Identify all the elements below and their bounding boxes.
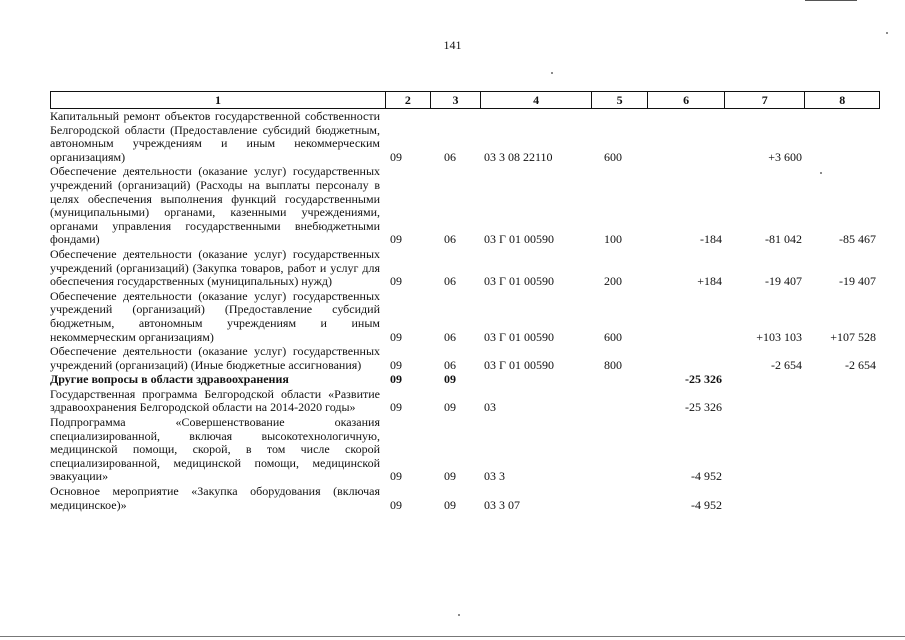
table-header [50, 91, 880, 109]
row-section: 09 [390, 357, 402, 372]
table-row [50, 345, 880, 372]
row-value-7: -81 042 [765, 232, 802, 247]
table-row [50, 416, 880, 484]
row-subsection: 06 [444, 357, 456, 372]
header-col-7: 7 [725, 92, 806, 108]
row-name: Государственная программа Белгородской области «Развитие здравоохранения Белгородской области на 2014-2020 годы» [50, 386, 380, 415]
row-subsection: 09 [444, 497, 456, 512]
row-value-8: +107 528 [830, 329, 876, 344]
row-subsection: 09 [444, 469, 456, 484]
bottom-rule [0, 636, 905, 637]
row-section: 09 [390, 497, 402, 512]
row-name: Обеспечение деятельности (оказание услуг) государственных учреждений (организаций) (Иные бюджетные ассигнования) [50, 344, 380, 372]
scan-speck [886, 32, 888, 34]
row-value-7: -19 407 [765, 274, 802, 289]
table-row [50, 290, 880, 344]
row-expense-type: 100 [604, 232, 622, 247]
row-expense-type: 800 [604, 357, 622, 372]
row-value-7: +103 103 [756, 329, 802, 344]
row-value-6: +184 [697, 274, 722, 289]
row-value-7: +3 600 [768, 149, 802, 164]
row-subsection: 06 [444, 274, 456, 289]
row-name: Обеспечение деятельности (оказание услуг) государственных учреждений (организаций) (Расходы на выплаты персоналу в целях обеспечения выполнения функций государственными (муниципальными) органами, казенными учреждениями, органами управления государственными внебюджетными фондами) [50, 164, 380, 247]
row-value-8: -2 654 [845, 357, 876, 372]
row-target-article: 03 Г 01 00590 [484, 329, 554, 344]
row-name: Подпрограмма «Совершенствование оказания специализированной, включая высокотехнологичную, медицинской помощи, скорой, в том числе скорой специализированной, медицинской помощи, медицинской эвакуации» [50, 415, 380, 484]
table-row [50, 110, 880, 164]
row-value-6: -4 952 [691, 497, 722, 512]
row-name: Обеспечение деятельности (оказание услуг) государственных учреждений (организаций) (Предоставление субсидий бюджетным, автономным учреждениям и иным некоммерческим организациям) [50, 288, 380, 344]
header-col-3: 3 [431, 92, 482, 108]
row-value-8: -85 467 [839, 232, 876, 247]
row-target-article: 03 3 [484, 469, 505, 484]
row-subsection: 09 [444, 372, 456, 387]
header-col-8: 8 [839, 93, 846, 107]
scan-speck [458, 614, 460, 616]
row-value-6: -184 [700, 232, 722, 247]
scan-speck [551, 72, 553, 74]
table-row [50, 165, 880, 247]
row-value-8: -19 407 [839, 274, 876, 289]
row-target-article: 03 Г 01 00590 [484, 274, 554, 289]
row-section: 09 [390, 400, 402, 415]
row-name: Обеспечение деятельности (оказание услуг) государственных учреждений (организаций) (Закупка товаров, работ и услуг для обеспечения государственных (муниципальных) нужд) [50, 246, 380, 289]
table-row [50, 388, 880, 415]
header-col-4: 4 [481, 92, 591, 108]
row-target-article: 03 Г 01 00590 [484, 232, 554, 247]
row-section: 09 [390, 329, 402, 344]
top-rule [805, 0, 857, 1]
row-subsection: 09 [444, 400, 456, 415]
row-section: 09 [390, 274, 402, 289]
row-name: Основное мероприятие «Закупка оборудования (включая медицинское)» [50, 484, 380, 512]
page-number: 141 [443, 38, 462, 52]
table-row [50, 248, 880, 289]
row-name: Капитальный ремонт объектов государственной собственности Белгородской области (Предоставление субсидий бюджетным, автономным учреждениям и иным некоммерческим организациям) [50, 109, 380, 164]
row-section: 09 [390, 149, 402, 164]
row-expense-type: 200 [604, 274, 622, 289]
row-section: 09 [390, 372, 402, 387]
header-col-1: 1 [51, 92, 386, 108]
scan-speck [820, 172, 822, 174]
row-expense-type: 600 [604, 329, 622, 344]
header-col-2: 2 [386, 92, 431, 108]
row-subsection: 06 [444, 329, 456, 344]
row-target-article: 03 3 08 22110 [484, 149, 553, 164]
table-row-subtotal [50, 373, 880, 387]
row-value-6: -4 952 [691, 469, 722, 484]
row-value-6: -25 326 [685, 372, 722, 387]
row-target-article: 03 [484, 400, 496, 415]
row-target-article: 03 Г 01 00590 [484, 357, 554, 372]
header-col-5: 5 [592, 92, 649, 108]
row-value-6: -25 326 [685, 400, 722, 415]
row-target-article: 03 3 07 [484, 497, 520, 512]
row-section: 09 [390, 469, 402, 484]
header-col-6: 6 [648, 92, 725, 108]
row-name: Другие вопросы в области здравоохранения [50, 372, 289, 387]
budget-table [50, 91, 880, 512]
row-subsection: 06 [444, 149, 456, 164]
row-value-7: -2 654 [771, 357, 802, 372]
row-expense-type: 600 [604, 149, 622, 164]
row-section: 09 [390, 232, 402, 247]
table-row [50, 485, 880, 512]
row-subsection: 06 [444, 232, 456, 247]
